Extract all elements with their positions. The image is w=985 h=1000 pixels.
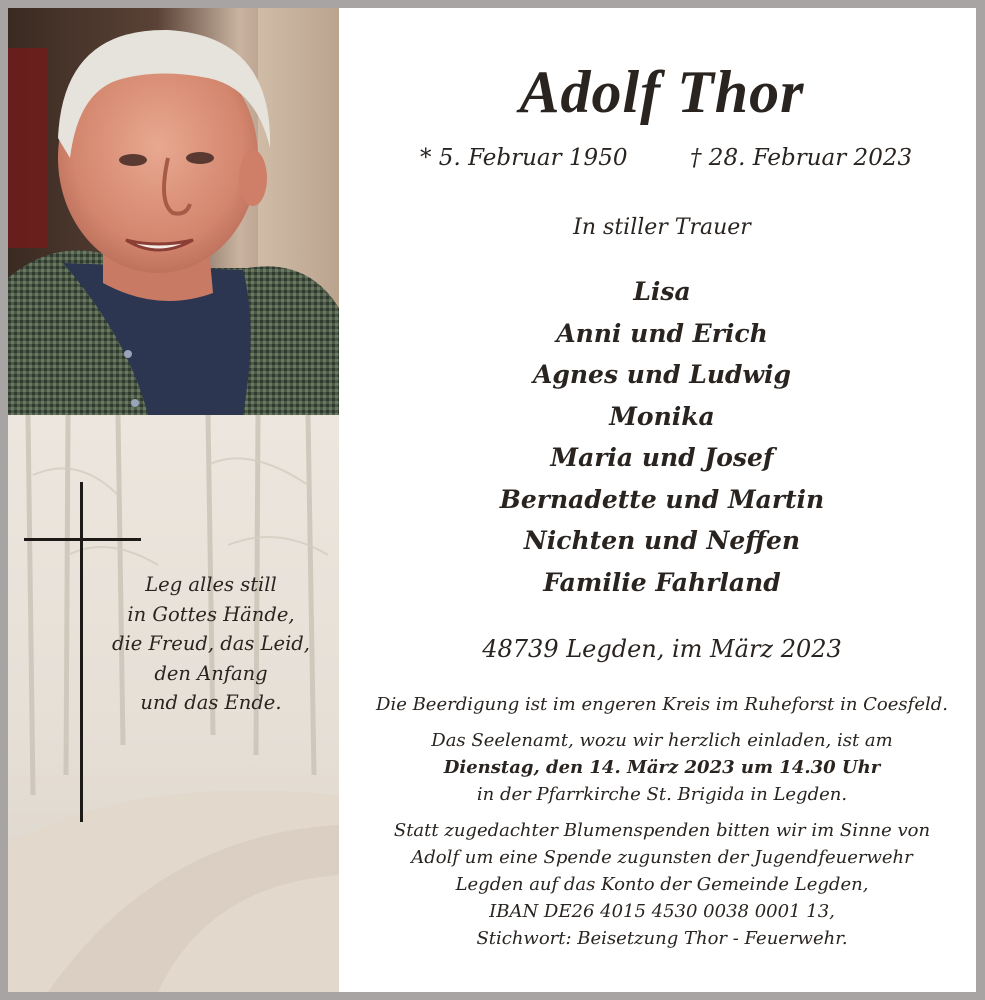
mass-intro: Das Seelenamt, wozu wir herzlich einladen, ist am [431,730,893,751]
donation-info [348,817,976,952]
donation-line: Stichwort: Beisetzung Thor - Feuerwehr. [476,928,848,949]
portrait-photo [8,8,339,415]
burial-info: Die Beerdigung ist im engeren Kreis im Ruheforst in Coesfeld. [376,694,948,715]
birth-date: * 5. Februar 1950 [420,145,628,171]
mourner-name: Nichten und Neffen [523,526,801,555]
place-and-date: 48739 Legden, im März 2023 [482,635,842,663]
mass-info [348,727,976,808]
poem-line: und das Ende. [140,691,282,714]
cross-horizontal-bar [24,538,141,541]
poem [96,570,326,718]
mourner-name: Monika [609,401,715,431]
funeral-notice [348,691,976,952]
mourner-name: Bernadette und Martin [499,484,825,514]
poem-line: in Gottes Hände, [127,602,295,626]
obituary-card [8,8,976,992]
cross-vertical-bar [80,482,83,822]
mourning-intro: In stiller Trauer [573,215,751,240]
right-column [348,8,976,992]
mass-datetime: Dienstag, den 14. März 2023 um 14.30 Uhr [443,757,881,778]
mourner-name: Lisa [633,277,691,306]
donation-line: Statt zugedachter Blumenspenden bitten wir im Sinne von [393,820,931,841]
deceased-name: Adolf Thor [519,59,805,125]
death-date: † 28. Februar 2023 [690,145,913,171]
poem-line: Leg alles still [145,573,277,596]
left-column [8,8,339,992]
mourner-name: Familie Fahrland [543,567,781,597]
donation-line: Legden auf das Konto der Gemeinde Legden, [455,874,869,895]
poem-line: die Freud, das Leid, [111,632,310,655]
donation-line: Adolf um eine Spende zugunsten der Jugendfeuerwehr [411,847,913,868]
donation-line: IBAN DE26 4015 4530 0038 0001 13, [489,901,835,922]
mourner-name: Anni und Erich [556,318,768,348]
mourners-list [348,271,976,603]
poem-line: den Anfang [154,661,268,685]
mourner-name: Agnes und Ludwig [532,360,791,389]
mourner-name: Maria und Josef [550,443,774,472]
mass-location: in der Pfarrkirche St. Brigida in Legden. [476,784,848,805]
